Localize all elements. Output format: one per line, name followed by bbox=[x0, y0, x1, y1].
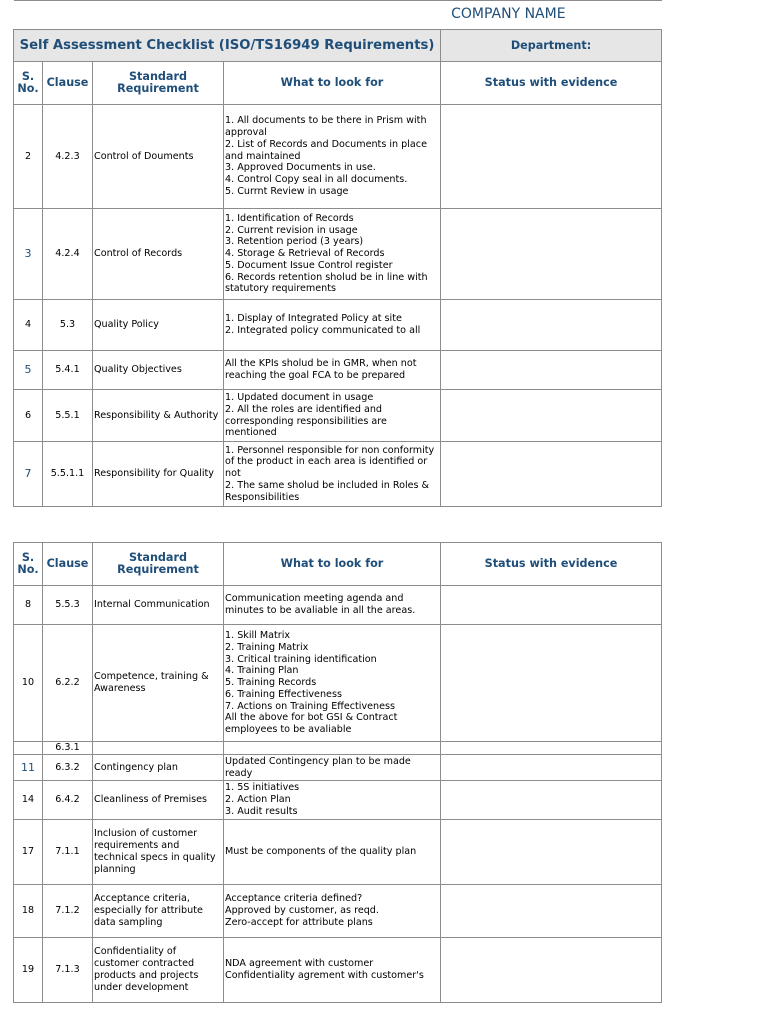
look-for-line: 2. All the roles are identified and corresponding responsibilities are mentioned bbox=[225, 403, 387, 439]
clause-cell: 7.1.2 bbox=[43, 885, 93, 938]
requirement-cell: Cleanliness of Premises bbox=[93, 781, 224, 820]
look-for-line: 1. Identification of Records bbox=[225, 212, 354, 224]
sno-cell: 8 bbox=[14, 586, 43, 625]
table-1-body bbox=[14, 105, 662, 507]
look-for-cell bbox=[224, 938, 441, 1003]
look-for-line: 2. Action Plan bbox=[225, 794, 291, 806]
look-for-line: 6. Records retention sholud be in line with statutory requirements bbox=[225, 271, 428, 295]
clause-cell: 5.3 bbox=[43, 300, 93, 351]
requirement-cell: Internal Communication bbox=[93, 586, 224, 625]
table-row bbox=[14, 755, 662, 781]
look-for-line: All the above for bot GSI & Contract employees to be avaliable bbox=[225, 712, 398, 736]
clause-cell: 4.2.3 bbox=[43, 105, 93, 209]
look-for-cell bbox=[224, 885, 441, 938]
status-cell bbox=[441, 820, 662, 885]
look-for-cell bbox=[224, 781, 441, 820]
clause-cell: 7.1.1 bbox=[43, 820, 93, 885]
header-status-with-evidence: Status with evidence bbox=[441, 62, 662, 105]
clause-cell: 5.5.1 bbox=[43, 390, 93, 442]
requirement-cell: Quality Policy bbox=[93, 300, 224, 351]
header-sno: S. No. bbox=[14, 62, 43, 105]
look-for-line: 1. Updated document in usage bbox=[225, 391, 374, 403]
look-for-line: 5. Training Records bbox=[225, 677, 317, 689]
checklist-sheet bbox=[13, 0, 661, 1003]
status-cell bbox=[441, 209, 662, 300]
checklist-title: Self Assessment Checklist (ISO/TS16949 Requirements) bbox=[14, 30, 441, 62]
requirement-cell: Responsibility & Authority bbox=[93, 390, 224, 442]
header-clause: Clause bbox=[43, 62, 93, 105]
clause-cell: 6.3.2 bbox=[43, 755, 93, 781]
look-for-line: 1. All documents to be there in Prism with approval bbox=[225, 115, 427, 138]
sno-cell: 11 bbox=[14, 755, 43, 781]
sno-cell: 6 bbox=[14, 390, 43, 442]
status-cell bbox=[441, 755, 662, 781]
checklist-table-2 bbox=[13, 542, 662, 1003]
status-cell bbox=[441, 351, 662, 390]
table-row bbox=[14, 442, 662, 507]
clause-cell: 7.1.3 bbox=[43, 938, 93, 1003]
requirement-cell: Quality Objectives bbox=[93, 351, 224, 390]
requirement-cell: Competence, training & Awareness bbox=[93, 625, 224, 742]
clause-cell: 6.2.2 bbox=[43, 625, 93, 742]
status-cell bbox=[441, 938, 662, 1003]
checklist-table-1 bbox=[13, 0, 662, 507]
sno-cell: 10 bbox=[14, 625, 43, 742]
look-for-line: 5. Document Issue Control register bbox=[225, 259, 393, 271]
header-status-with-evidence: Status with evidence bbox=[441, 543, 662, 586]
status-cell bbox=[441, 781, 662, 820]
table-row bbox=[14, 390, 662, 442]
look-for-cell bbox=[224, 351, 441, 390]
look-for-line: Communication meeting agenda and minutes to be avaliable in all the areas. bbox=[225, 593, 416, 616]
look-for-line: 4. Storage & Retrieval of Records bbox=[225, 248, 385, 260]
look-for-line: Confidentiality agrement with customer's bbox=[225, 970, 424, 981]
header-sno: S. No. bbox=[14, 543, 43, 586]
clause-cell: 5.5.1.1 bbox=[43, 442, 93, 507]
requirement-cell: Control of Douments bbox=[93, 105, 224, 209]
clause-cell: 5.4.1 bbox=[43, 351, 93, 390]
status-cell bbox=[441, 105, 662, 209]
sno-cell: 2 bbox=[14, 105, 43, 209]
look-for-line: Must be components of the quality plan bbox=[225, 846, 417, 858]
table-row bbox=[14, 820, 662, 885]
look-for-line: 1. Skill Matrix bbox=[225, 629, 291, 641]
clause-cell: 6.4.2 bbox=[43, 781, 93, 820]
clause-cell: 4.2.4 bbox=[43, 209, 93, 300]
requirement-cell: Inclusion of customer requirements and technical specs in quality planning bbox=[93, 820, 224, 885]
look-for-line: 5. Currnt Review in usage bbox=[225, 185, 349, 197]
header-standard-requirement: Standard Requirement bbox=[93, 62, 224, 105]
status-cell bbox=[441, 885, 662, 938]
look-for-cell bbox=[224, 390, 441, 442]
requirement-cell bbox=[93, 742, 224, 755]
sno-cell: 4 bbox=[14, 300, 43, 351]
look-for-line: 3. Audit results bbox=[225, 805, 298, 817]
clause-cell: 5.5.3 bbox=[43, 586, 93, 625]
look-for-cell bbox=[224, 586, 441, 625]
look-for-line: 1. 5S initiatives bbox=[225, 782, 300, 794]
requirement-cell: Control of Records bbox=[93, 209, 224, 300]
look-for-line: Zero-accept for attribute plans bbox=[225, 916, 373, 928]
look-for-line: 2. Integrated policy communicated to all bbox=[225, 325, 421, 336]
status-cell bbox=[441, 742, 662, 755]
look-for-line: 6. Training Effectiveness bbox=[225, 688, 342, 700]
table-row bbox=[14, 938, 662, 1003]
look-for-cell bbox=[224, 742, 441, 755]
look-for-line: 2. Training Matrix bbox=[225, 641, 309, 653]
table-row bbox=[14, 351, 662, 390]
requirement-cell: Acceptance criteria, especially for attribute data sampling bbox=[93, 885, 224, 938]
look-for-line: NDA agreement with customer bbox=[225, 958, 374, 970]
requirement-cell: Responsibility for Quality bbox=[93, 442, 224, 507]
status-cell bbox=[441, 442, 662, 507]
look-for-cell bbox=[224, 820, 441, 885]
table-row bbox=[14, 885, 662, 938]
look-for-cell bbox=[224, 105, 441, 209]
header-what-to-look-for: What to look for bbox=[224, 543, 441, 586]
sno-cell: 14 bbox=[14, 781, 43, 820]
look-for-cell bbox=[224, 442, 441, 507]
look-for-cell bbox=[224, 209, 441, 300]
look-for-line: Approved by customer, as reqd. bbox=[225, 905, 379, 917]
table-row bbox=[14, 105, 662, 209]
table-row bbox=[14, 742, 662, 755]
sno-cell: 3 bbox=[14, 209, 43, 300]
look-for-line: 2. Current revision in usage bbox=[225, 224, 358, 236]
table-row bbox=[14, 586, 662, 625]
look-for-line: 2. List of Records and Documents in place and maintained bbox=[225, 138, 427, 162]
requirement-cell: Contingency plan bbox=[93, 755, 224, 781]
header-what-to-look-for: What to look for bbox=[224, 62, 441, 105]
status-cell bbox=[441, 586, 662, 625]
look-for-line: All the KPIs sholud be in GMR, when not reaching the goal FCA to be prepared bbox=[225, 358, 417, 381]
look-for-line: 3. Retention period (3 years) bbox=[225, 236, 364, 248]
header-clause: Clause bbox=[43, 543, 93, 586]
look-for-line: 4. Control Copy seal in all documents. bbox=[225, 174, 408, 186]
company-name: COMPANY NAME bbox=[14, 1, 662, 30]
table-2-body bbox=[14, 586, 662, 1003]
look-for-line: 3. Approved Documents in use. bbox=[225, 162, 376, 174]
header-standard-requirement: Standard Requirement bbox=[93, 543, 224, 586]
table-row bbox=[14, 625, 662, 742]
look-for-line: 7. Actions on Training Effectiveness bbox=[225, 700, 396, 712]
look-for-line: 2. The same sholud be included in Roles & Responsibilities bbox=[225, 479, 430, 503]
sno-cell: 5 bbox=[14, 351, 43, 390]
table-row bbox=[14, 781, 662, 820]
sno-cell: 18 bbox=[14, 885, 43, 938]
sno-cell: 17 bbox=[14, 820, 43, 885]
department-label: Department: bbox=[441, 30, 662, 62]
requirement-cell: Confidentiality of customer contracted products and projects under development bbox=[93, 938, 224, 1003]
clause-cell: 6.3.1 bbox=[43, 742, 93, 755]
look-for-cell bbox=[224, 625, 441, 742]
look-for-line: 3. Critical training identification bbox=[225, 653, 377, 665]
table-row bbox=[14, 209, 662, 300]
table-row bbox=[14, 300, 662, 351]
look-for-cell bbox=[224, 300, 441, 351]
look-for-line: Updated Contingency plan to be made ready bbox=[225, 755, 411, 779]
sno-cell bbox=[14, 742, 43, 755]
sno-cell: 19 bbox=[14, 938, 43, 1003]
look-for-line: 1. Personnel responsible for non conformity of the product in each area is identified or not bbox=[225, 444, 435, 480]
look-for-line: Acceptance criteria defined? bbox=[225, 893, 363, 905]
status-cell bbox=[441, 625, 662, 742]
sno-cell: 7 bbox=[14, 442, 43, 507]
status-cell bbox=[441, 300, 662, 351]
look-for-cell bbox=[224, 755, 441, 781]
status-cell bbox=[441, 390, 662, 442]
look-for-line: 4. Training Plan bbox=[225, 665, 299, 677]
look-for-line: 1. Display of Integrated Policy at site bbox=[225, 313, 402, 325]
